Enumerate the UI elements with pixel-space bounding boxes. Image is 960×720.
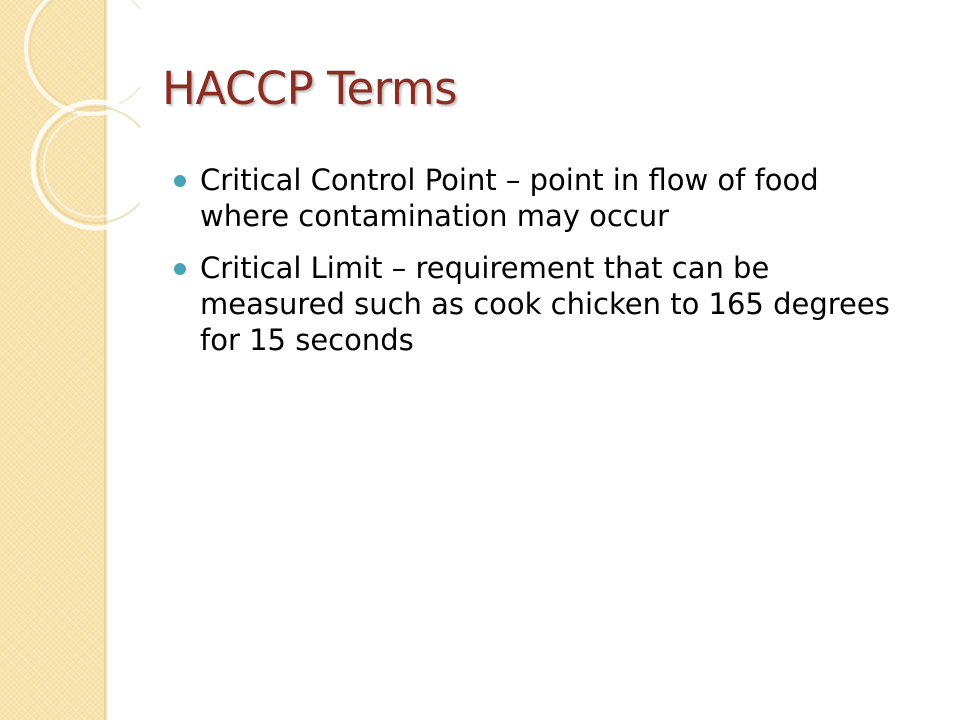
bullet-item-critical-control-point <box>200 162 910 234</box>
bullet-list <box>200 162 910 374</box>
bullet-text: Critical Control Point – point in flow of food where contamination may occur <box>200 163 819 233</box>
bullet-dot-icon <box>174 263 186 275</box>
slide-title: HACCP Terms <box>162 62 458 115</box>
bullet-text: Critical Limit – requirement that can be measured such as cook chicken to 165 degrees for 15 seconds <box>200 251 890 357</box>
bullet-dot-icon <box>174 175 186 187</box>
bullet-item-critical-limit <box>200 250 910 358</box>
decorative-rings-icon <box>0 0 140 260</box>
